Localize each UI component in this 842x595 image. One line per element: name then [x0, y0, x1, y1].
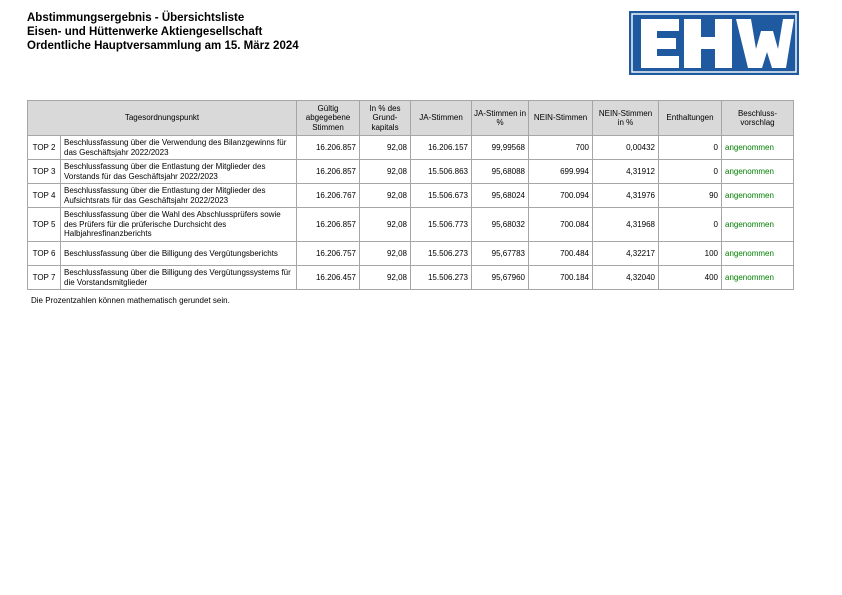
header-title: Abstimmungsergebnis - Übersichtsliste: [27, 12, 245, 24]
table-row: [28, 184, 794, 208]
abstentions: 100: [659, 242, 722, 266]
yes-pct: 95,67960: [472, 266, 529, 290]
resolution-status: angenommen: [722, 160, 794, 184]
agenda-item-description: Beschlussfassung über die Entlastung der Mitglieder des Vorstands für das Geschäftsjahr 2022/2023: [61, 160, 297, 184]
pct-capital: 92,08: [360, 136, 411, 160]
table-header-row: [28, 101, 794, 136]
agenda-item-number: TOP 5: [28, 208, 61, 242]
valid-votes: 16.206.857: [297, 160, 360, 184]
header-company: Eisen- und Hüttenwerke Aktiengesellschaft: [27, 26, 263, 38]
no-pct: 4,31912: [593, 160, 659, 184]
yes-votes: 15.506.863: [411, 160, 472, 184]
pct-capital: 92,08: [360, 242, 411, 266]
table-row: [28, 160, 794, 184]
document-header: [27, 11, 299, 53]
col-header-pct-capital: In % des Grund-kapitals: [360, 101, 411, 136]
abstentions: 400: [659, 266, 722, 290]
valid-votes: 16.206.857: [297, 208, 360, 242]
yes-votes: 15.506.273: [411, 266, 472, 290]
no-votes: 700.184: [529, 266, 593, 290]
voting-results-table: [27, 100, 794, 290]
ehw-logo: [629, 11, 799, 75]
no-pct: 4,32217: [593, 242, 659, 266]
no-pct: 4,31976: [593, 184, 659, 208]
agenda-item-number: TOP 4: [28, 184, 61, 208]
yes-pct: 95,67783: [472, 242, 529, 266]
no-pct: 0,00432: [593, 136, 659, 160]
yes-votes: 15.506.773: [411, 208, 472, 242]
yes-pct: 95,68088: [472, 160, 529, 184]
table-row: [28, 266, 794, 290]
valid-votes: 16.206.767: [297, 184, 360, 208]
col-header-valid-votes: Gültig abgegebene Stimmen: [297, 101, 360, 136]
col-header-yes-pct: JA-Stimmen in %: [472, 101, 529, 136]
agenda-item-description: Beschlussfassung über die Billigung des Vergütungssystems für die Vorstandsmitglieder: [61, 266, 297, 290]
col-header-resolution: Beschluss-vorschlag: [722, 101, 794, 136]
no-pct: 4,32040: [593, 266, 659, 290]
pct-capital: 92,08: [360, 266, 411, 290]
resolution-status: angenommen: [722, 136, 794, 160]
no-pct: 4,31968: [593, 208, 659, 242]
agenda-item-description: Beschlussfassung über die Entlastung der Mitglieder des Aufsichtsrats für das Geschäftsjahr 2022/2023: [61, 184, 297, 208]
no-votes: 700.084: [529, 208, 593, 242]
abstentions: 0: [659, 136, 722, 160]
agenda-item-description: Beschlussfassung über die Wahl des Abschlussprüfers sowie des Prüfers für die prüferische Durchsicht des Halbjahresfinanzberichts: [61, 208, 297, 242]
col-header-no-pct: NEIN-Stimmen in %: [593, 101, 659, 136]
col-header-abstentions: Enthaltungen: [659, 101, 722, 136]
resolution-status: angenommen: [722, 184, 794, 208]
no-votes: 700.484: [529, 242, 593, 266]
agenda-item-number: TOP 7: [28, 266, 61, 290]
valid-votes: 16.206.457: [297, 266, 360, 290]
table-row: [28, 242, 794, 266]
resolution-status: angenommen: [722, 266, 794, 290]
yes-votes: 15.506.273: [411, 242, 472, 266]
no-votes: 700: [529, 136, 593, 160]
agenda-item-description: Beschlussfassung über die Verwendung des Bilanzgewinns für das Geschäftsjahr 2022/2023: [61, 136, 297, 160]
abstentions: 90: [659, 184, 722, 208]
table-row: [28, 208, 794, 242]
valid-votes: 16.206.857: [297, 136, 360, 160]
pct-capital: 92,08: [360, 208, 411, 242]
agenda-item-description: Beschlussfassung über die Billigung des Vergütungsberichts: [61, 242, 297, 266]
header-meeting: Ordentliche Hauptversammlung am 15. März 2024: [27, 40, 299, 52]
yes-pct: 99,99568: [472, 136, 529, 160]
yes-votes: 16.206.157: [411, 136, 472, 160]
agenda-item-number: TOP 2: [28, 136, 61, 160]
valid-votes: 16.206.757: [297, 242, 360, 266]
table-row: [28, 136, 794, 160]
yes-votes: 15.506.673: [411, 184, 472, 208]
abstentions: 0: [659, 208, 722, 242]
col-header-no-votes: NEIN-Stimmen: [529, 101, 593, 136]
no-votes: 699.994: [529, 160, 593, 184]
agenda-item-number: TOP 6: [28, 242, 61, 266]
pct-capital: 92,08: [360, 184, 411, 208]
col-header-agenda-item: Tagesordnungspunkt: [28, 101, 297, 136]
abstentions: 0: [659, 160, 722, 184]
no-votes: 700.094: [529, 184, 593, 208]
col-header-yes-votes: JA-Stimmen: [411, 101, 472, 136]
yes-pct: 95,68032: [472, 208, 529, 242]
resolution-status: angenommen: [722, 242, 794, 266]
rounding-footnote: Die Prozentzahlen können mathematisch gerundet sein.: [31, 296, 230, 305]
pct-capital: 92,08: [360, 160, 411, 184]
agenda-item-number: TOP 3: [28, 160, 61, 184]
yes-pct: 95,68024: [472, 184, 529, 208]
resolution-status: angenommen: [722, 208, 794, 242]
